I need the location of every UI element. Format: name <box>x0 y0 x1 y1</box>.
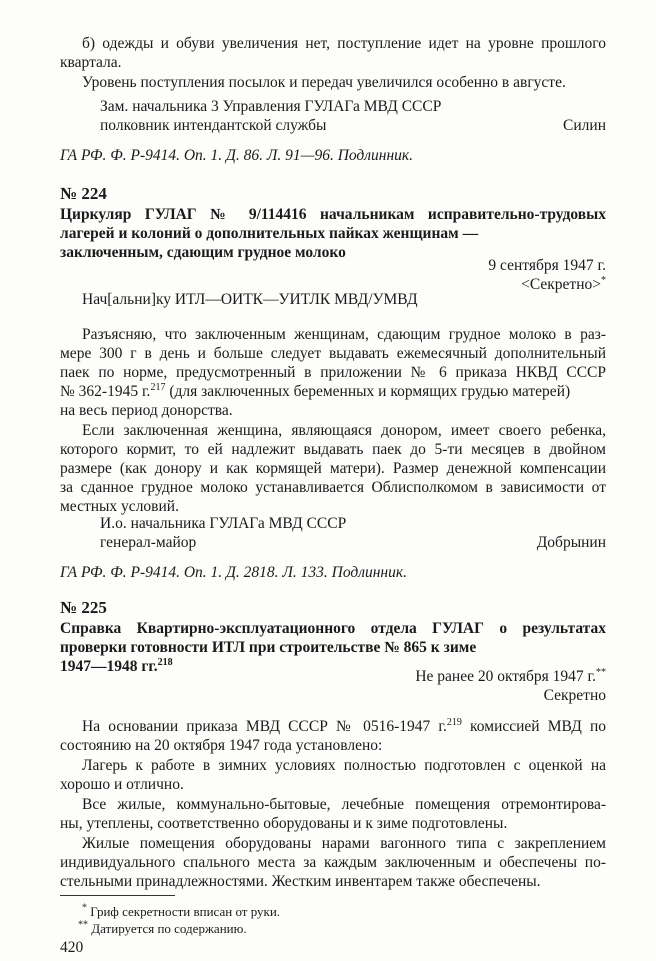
doc-224-para1-line-2: мере 300 г в день и больше следует выдавать ежемесячный дополнительный <box>60 345 606 362</box>
para-b-line-1: б) одежды и обуви увеличения нет, поступление идет на уровне прошлого <box>82 35 606 52</box>
doc-224-para2-line-4: за сданное грудное молоко устанавливается Облисполкомом в зависимости от <box>60 479 606 496</box>
archive-reference: ГА РФ. Ф. Р-9414. Оп. 1. Д. 86. Л. 91—96. Подлинник. <box>60 147 414 164</box>
doc-224-secrecy-text: <Секретно> <box>521 276 601 293</box>
doc-225-para3-line-1: Все жилые, коммунально-бытовые, лечебные помещения отремонтирова- <box>82 796 606 813</box>
doc-224-signer-title-line-2: генерал-майор <box>100 534 197 551</box>
doc-225-para2-line-2: хорошо и отлично. <box>60 776 184 793</box>
para-b-line-2: квартала. <box>60 54 122 71</box>
doc-225-para4-line-3: стельными принадлежностями. Жестким инвентарем также обеспечены. <box>60 873 541 890</box>
doc-225-date-mark: ** <box>596 666 606 678</box>
doc-225-date <box>360 667 606 686</box>
order-reference: № 362-1945 г. <box>60 383 151 400</box>
doc-224-para1-line-1: Разъясняю, что заключенным женщинам, сдающим грудное молоко в раз- <box>82 326 606 343</box>
footnote-2-text: Датируется по содержанию. <box>91 921 247 936</box>
doc-225-para4-line-2: индивидуального спального места за каждым заключенным и обеспечены по- <box>60 854 606 871</box>
signer-name: Силин <box>563 117 606 134</box>
doc-224-archive: ГА РФ. Ф. Р-9414. Оп. 1. Д. 2818. Л. 133. Подлинник. <box>60 564 408 581</box>
doc-224-secrecy-mark: * <box>601 274 606 286</box>
footnote-2-mark: ** <box>78 919 88 931</box>
doc-224-para2-line-1: Если заключенная женщина, являющаяся донором, имеет своего ребенка, <box>82 422 606 439</box>
footnote-ref-217: 217 <box>150 381 166 393</box>
para-parcels: Уровень поступления посылок и передач увеличился особенно в августе. <box>82 74 566 91</box>
doc-225-secrecy: Секретно <box>543 687 606 704</box>
doc-225-title-years: 1947—1948 гг. <box>60 658 158 675</box>
doc-225-title-line-3 <box>60 657 173 676</box>
order-0516-reference: На основании приказа МВД СССР № 0516-1947 г. <box>82 718 447 735</box>
doc-225-para3-line-2: ны, утеплены, соответственно оборудованы и к зиме подготовлены. <box>60 815 508 832</box>
doc-224-title-line-3: заключенным, сдающим грудное молоко <box>60 244 346 261</box>
doc-224-para1-line-4 <box>60 382 570 401</box>
doc-224-para2-line-2: которого кормит, то ей надлежит выдавать паек до 5-ти месяцев в двойном <box>60 441 606 458</box>
doc-225-para4-line-1: Жилые помещения оборудованы нарами вагонного типа с закреплением <box>82 835 606 852</box>
doc-224-signer-name: Добрынин <box>536 534 606 551</box>
doc-224-para1-line-3: паек по норме, предусмотренный в приложении № 6 приказа НКВД СССР <box>60 364 606 381</box>
order-0516-continuation: комиссией МВД по <box>461 718 607 735</box>
doc-224-title-line-2: лагерей и колоний о дополнительных пайках женщинам — <box>60 225 479 242</box>
footnote-divider <box>60 895 175 896</box>
doc-224-date: 9 сентября 1947 г. <box>488 257 606 274</box>
doc-224-number: № 224 <box>60 184 107 203</box>
doc-225-para2-line-1: Лагерь к работе в зимних условиях полностью подготовлен с оценкой на <box>82 757 606 774</box>
doc-225-title-line-1: Справка Квартирно-эксплуатационного отдела ГУЛАГ о результатах <box>60 620 606 637</box>
doc-224-signer-title-line-1: И.о. начальника ГУЛАГа МВД СССР <box>100 515 347 532</box>
page-number: 420 <box>60 939 84 956</box>
doc-224-addressee: Нач[альни]ку ИТЛ—ОИТК—УИТЛК МВД/УМВД <box>82 291 418 308</box>
footnote-1-text: Гриф секретности вписан от руки. <box>90 904 281 919</box>
footnote-ref-219: 219 <box>446 716 462 728</box>
order-reference-continuation: (для заключенных беременных и кормящих грудью матерей) <box>165 383 571 400</box>
signer-title-line-1: Зам. начальника 3 Управления ГУЛАГа МВД СССР <box>100 98 442 115</box>
doc-225-para1-line-1 <box>82 717 606 736</box>
footnote-ref-218: 218 <box>157 656 173 668</box>
footnote-1-mark: * <box>82 902 87 914</box>
doc-225-para1-line-2: состоянию на 20 октября 1947 года установлено: <box>60 737 383 754</box>
doc-224-title-line-1: Циркуляр ГУЛАГ № 9/114416 начальникам исправительно-трудовых <box>60 206 606 223</box>
doc-224-para1-line-5: на весь период донорства. <box>60 402 233 419</box>
footnote-2 <box>78 919 247 938</box>
doc-224-para2-line-5: местных условий. <box>60 498 179 515</box>
doc-225-title-line-2: проверки готовности ИТЛ при строительстве № 865 к зиме <box>60 639 477 656</box>
doc-225-number: № 225 <box>60 598 107 617</box>
doc-225-date-text: Не ранее 20 октября 1947 г. <box>415 668 596 685</box>
doc-224-para2-line-3: размере (как донору и как кормящей матери). Размер денежной компенсации <box>60 460 606 477</box>
signer-title-line-2: полковник интендантской службы <box>100 117 327 134</box>
